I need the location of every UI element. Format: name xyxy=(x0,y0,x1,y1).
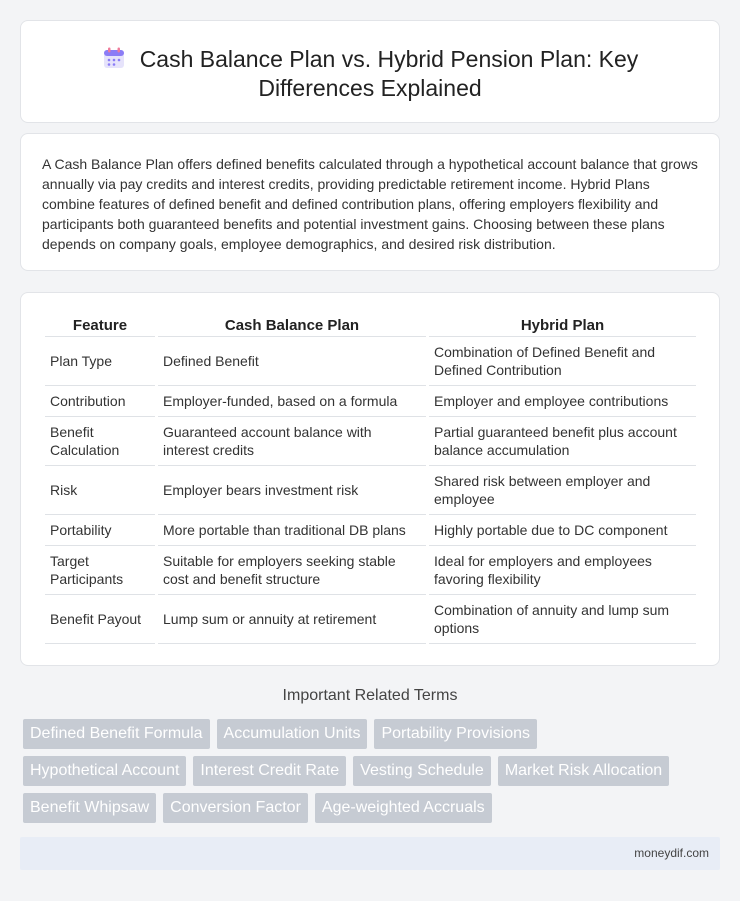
table-cell: Ideal for employers and employees favoring flexibility xyxy=(429,546,696,595)
table-row xyxy=(45,386,696,417)
table-cell: More portable than traditional DB plans xyxy=(158,515,426,546)
table-row xyxy=(45,546,696,595)
table-cell: Shared risk between employer and employee xyxy=(429,466,696,515)
term-tag[interactable]: Market Risk Allocation xyxy=(498,756,669,786)
table-row xyxy=(45,337,696,386)
term-tag[interactable]: Benefit Whipsaw xyxy=(23,793,156,823)
footer-site-link[interactable]: moneydif.com xyxy=(634,846,709,860)
table-cell: Benefit Calculation xyxy=(45,417,155,466)
summary-text: A Cash Balance Plan offers defined benefits calculated through a hypothetical account balance that grows annually via pay credits and interest credits, providing predictable retirement income. Hybrid Plans combine features of defined benefit and defined contribution plans, offering employers flexibility and participants both guaranteed benefits and potential investment gains. Choosing between these plans depends on company goals, employee demographics, and desired risk distribution. xyxy=(42,156,698,252)
table-cell: Guaranteed account balance with interest credits xyxy=(158,417,426,466)
table-cell: Plan Type xyxy=(45,337,155,386)
page-title: Cash Balance Plan vs. Hybrid Pension Plan: Key Differences Explained xyxy=(139,46,639,101)
page-title-wrap xyxy=(61,45,679,103)
table-cell: Defined Benefit xyxy=(158,337,426,386)
table-header-row xyxy=(45,315,696,337)
title-card xyxy=(20,20,720,123)
table-row xyxy=(45,417,696,466)
term-tag[interactable]: Portability Provisions xyxy=(374,719,537,749)
table-cell: Target Participants xyxy=(45,546,155,595)
column-header-cash-balance: Cash Balance Plan xyxy=(158,315,426,337)
term-tag[interactable]: Hypothetical Account xyxy=(23,756,186,786)
table-cell: Partial guaranteed benefit plus account balance accumulation xyxy=(429,417,696,466)
table-cell: Combination of Defined Benefit and Defined Contribution xyxy=(429,337,696,386)
calendar-icon xyxy=(102,46,126,70)
table-cell: Benefit Payout xyxy=(45,595,155,644)
table-cell: Risk xyxy=(45,466,155,515)
table-cell: Employer bears investment risk xyxy=(158,466,426,515)
table-cell: Highly portable due to DC component xyxy=(429,515,696,546)
table-cell: Employer and employee contributions xyxy=(429,386,696,417)
comparison-table-card xyxy=(20,292,720,666)
table-cell: Suitable for employers seeking stable cost and benefit structure xyxy=(158,546,426,595)
table-cell: Combination of annuity and lump sum options xyxy=(429,595,696,644)
table-row xyxy=(45,595,696,644)
footer xyxy=(20,837,720,870)
table-cell: Employer-funded, based on a formula xyxy=(158,386,426,417)
term-tag[interactable]: Vesting Schedule xyxy=(353,756,491,786)
table-cell: Portability xyxy=(45,515,155,546)
summary-card xyxy=(20,133,720,271)
term-tag[interactable]: Accumulation Units xyxy=(217,719,368,749)
term-tag[interactable]: Age-weighted Accruals xyxy=(315,793,492,823)
table-cell: Lump sum or annuity at retirement xyxy=(158,595,426,644)
table-cell: Contribution xyxy=(45,386,155,417)
term-tag[interactable]: Conversion Factor xyxy=(163,793,308,823)
term-tag[interactable]: Defined Benefit Formula xyxy=(23,719,210,749)
table-row xyxy=(45,466,696,515)
column-header-hybrid: Hybrid Plan xyxy=(429,315,696,337)
table-row xyxy=(45,515,696,546)
term-tag[interactable]: Interest Credit Rate xyxy=(193,756,346,786)
related-terms-list xyxy=(23,719,703,823)
related-terms-heading: Important Related Terms xyxy=(282,687,458,704)
column-header-feature: Feature xyxy=(45,315,155,337)
comparison-table xyxy=(42,315,699,644)
